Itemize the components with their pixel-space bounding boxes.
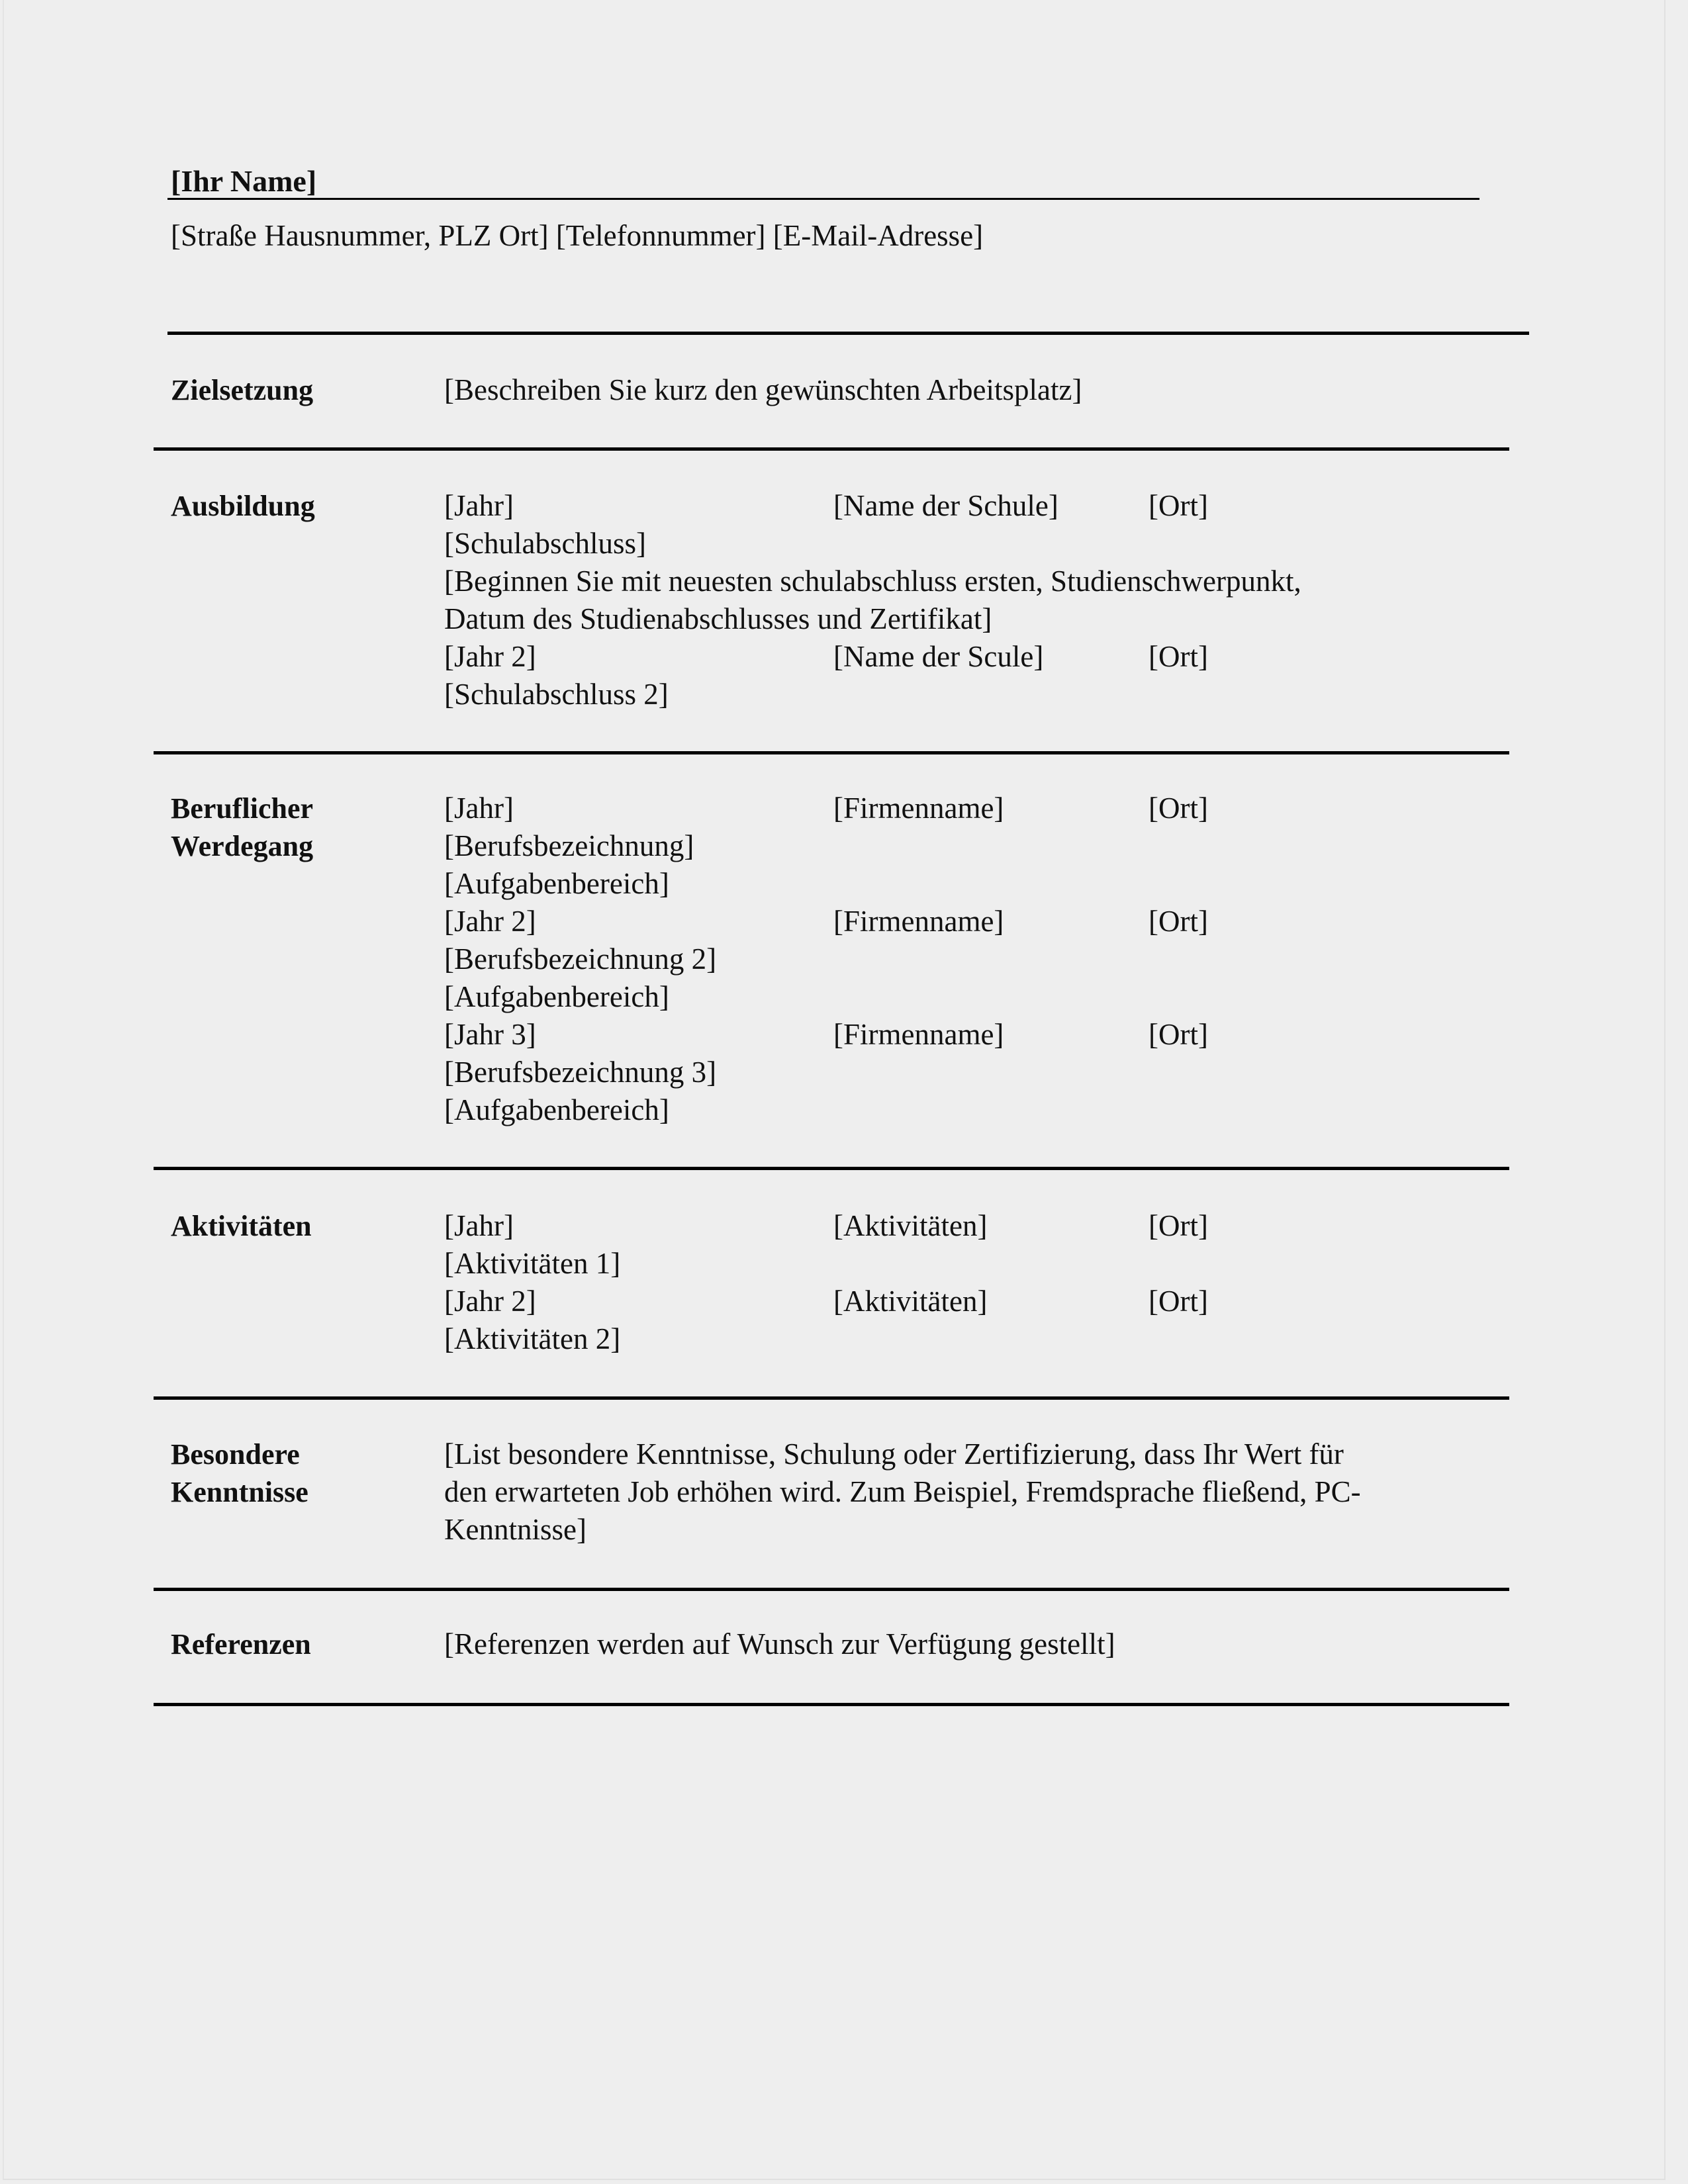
section-label-career: Beruflicher (171, 792, 314, 825)
education-degree: [Schulabschluss] (444, 527, 646, 560)
section-divider (154, 447, 1509, 451)
career-title: [Berufsbezeichnung 3] (444, 1056, 717, 1089)
career-company: [Firmenname] (833, 905, 1004, 938)
section-divider (154, 1167, 1509, 1170)
skills-text: [List besondere Kenntnisse, Schulung oder Zertifizierung, dass Ihr Wert für (444, 1437, 1344, 1471)
career-year: [Jahr 2] (444, 905, 536, 938)
objective-text: [Beschreiben Sie kurz den gewünschten Arbeitsplatz] (444, 373, 1082, 406)
activity-detail: [Aktivitäten 2] (444, 1322, 621, 1355)
page-border (3, 0, 1665, 2180)
career-place: [Ort] (1149, 905, 1208, 938)
section-divider (154, 1703, 1509, 1706)
career-duties: [Aufgabenbereich] (444, 980, 669, 1013)
activity-detail: [Aktivitäten 1] (444, 1247, 621, 1280)
section-label-objective: Zielsetzung (171, 374, 314, 406)
education-place: [Ort] (1149, 489, 1208, 522)
section-divider (154, 1588, 1509, 1591)
career-year: [Jahr] (444, 792, 514, 825)
section-divider (154, 751, 1509, 754)
career-duties: [Aufgabenbereich] (444, 1093, 669, 1126)
activity-year: [Jahr] (444, 1209, 514, 1242)
activity-year: [Jahr 2] (444, 1285, 536, 1318)
section-label-activities: Aktivitäten (171, 1210, 312, 1242)
education-note: Datum des Studienabschlusses und Zertifikat] (444, 602, 992, 635)
activity-name: [Aktivitäten] (833, 1209, 988, 1242)
activity-place: [Ort] (1149, 1285, 1208, 1318)
career-company: [Firmenname] (833, 1018, 1004, 1051)
skills-text: den erwarteten Job erhöhen wird. Zum Beispiel, Fremdsprache fließend, PC- (444, 1475, 1361, 1508)
section-divider (154, 1396, 1509, 1400)
activity-place: [Ort] (1149, 1209, 1208, 1242)
education-school: [Name der Scule] (833, 640, 1044, 673)
career-title: [Berufsbezeichnung] (444, 829, 694, 862)
section-label-skills: Kenntnisse (171, 1476, 308, 1508)
education-school: [Name der Schule] (833, 489, 1058, 522)
education-note: [Beginnen Sie mit neuesten schulabschluss ersten, Studienschwerpunkt, (444, 565, 1301, 598)
section-label-career: Werdegang (171, 830, 314, 862)
career-company: [Firmenname] (833, 792, 1004, 825)
career-place: [Ort] (1149, 792, 1208, 825)
career-duties: [Aufgabenbereich] (444, 867, 669, 900)
references-text: [Referenzen werden auf Wunsch zur Verfügung gestellt] (444, 1627, 1115, 1661)
contact-line: [Straße Hausnummer, PLZ Ort] [Telefonnummer] [E-Mail-Adresse] (171, 219, 984, 252)
section-label-education: Ausbildung (171, 490, 315, 522)
skills-text: Kenntnisse] (444, 1513, 586, 1546)
section-label-references: Referenzen (171, 1628, 311, 1661)
education-place: [Ort] (1149, 640, 1208, 673)
section-label-skills: Besondere (171, 1438, 300, 1471)
career-year: [Jahr 3] (444, 1018, 536, 1051)
education-degree: [Schulabschluss 2] (444, 678, 669, 711)
applicant-name: [Ihr Name] (171, 164, 317, 198)
education-year: [Jahr 2] (444, 640, 536, 673)
section-divider (167, 332, 1529, 335)
activity-name: [Aktivitäten] (833, 1285, 988, 1318)
career-place: [Ort] (1149, 1018, 1208, 1051)
education-year: [Jahr] (444, 489, 514, 522)
name-underline (167, 198, 1479, 200)
career-title: [Berufsbezeichnung 2] (444, 942, 717, 976)
